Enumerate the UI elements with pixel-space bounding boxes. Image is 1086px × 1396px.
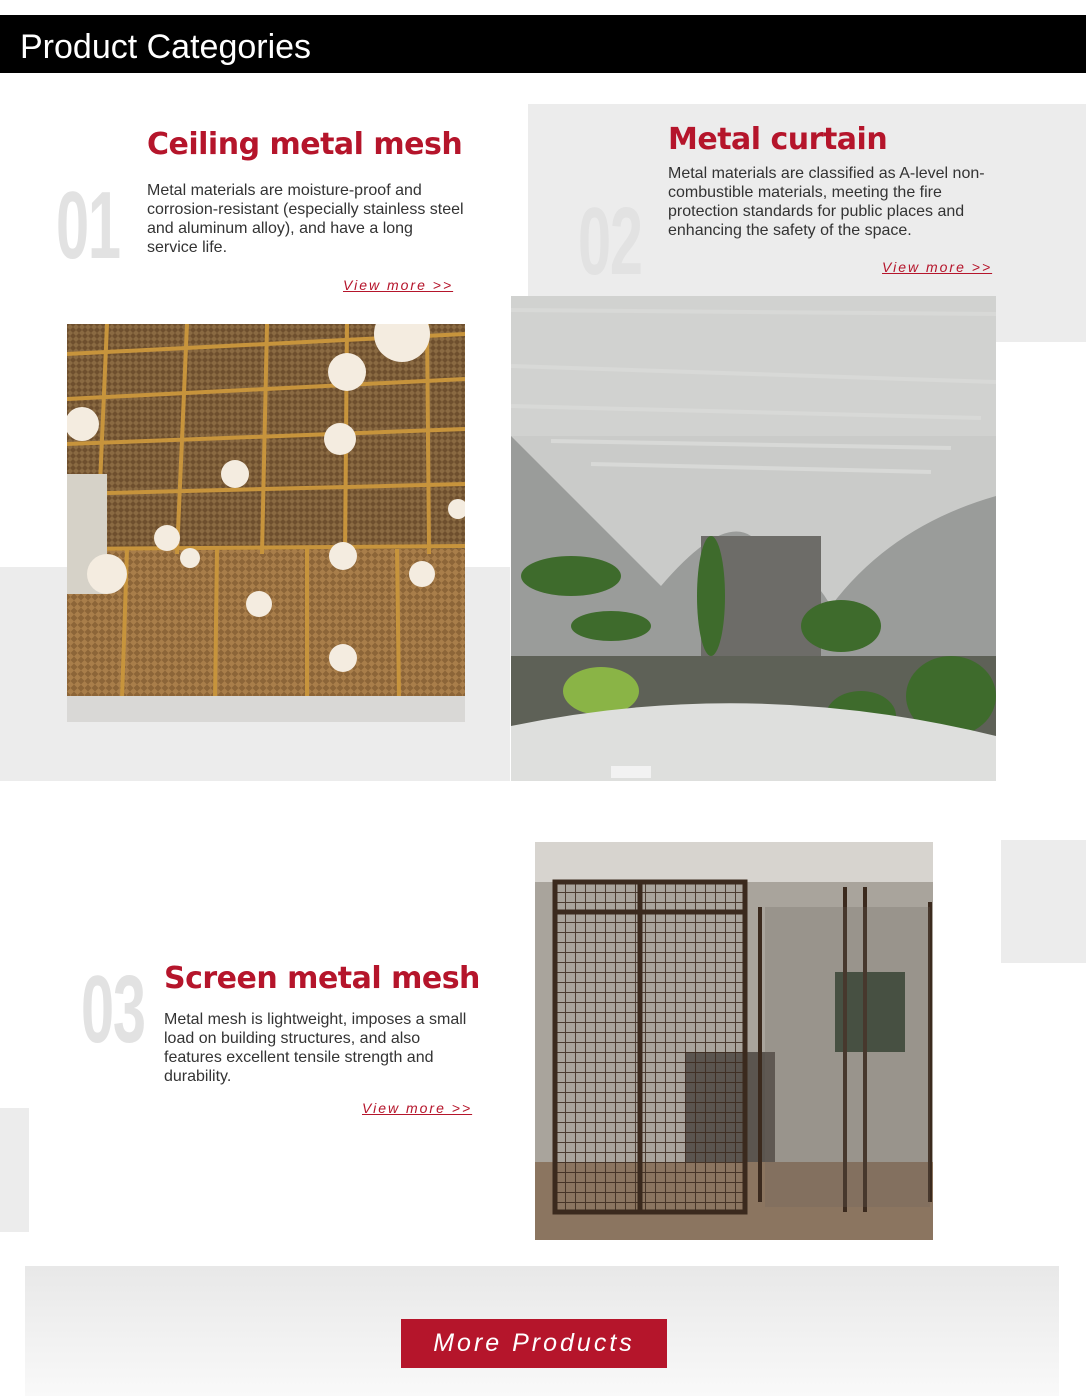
screen-mesh-photo <box>535 842 933 1240</box>
grey-panel-right <box>1001 840 1086 963</box>
category-number-01: 01 <box>56 172 120 279</box>
category-title-curtain: Metal curtain <box>668 122 888 157</box>
ceiling-mesh-photo <box>67 324 465 722</box>
category-description-screen: Metal mesh is lightweight, imposes a small load on building structures, and also features excellent tensile strength and durability. <box>164 1011 467 1085</box>
more-products-button[interactable]: More Products <box>401 1319 667 1368</box>
view-more-link-curtain[interactable]: View more >> <box>882 259 993 275</box>
category-description-curtain: Metal materials are classified as A-level non-combustible materials, meeting the fire protection standards for public places and enhancing the safety of the space. <box>668 165 985 239</box>
grey-panel-left <box>0 1108 29 1232</box>
view-more-link-screen[interactable]: View more >> <box>362 1100 473 1116</box>
category-description-ceiling: Metal materials are moisture-proof and corrosion-resistant (especially stainless steel and aluminum alloy), and have a long service life. <box>147 182 464 256</box>
view-more-link-ceiling[interactable]: View more >> <box>343 277 454 293</box>
page-title: Product Categories <box>20 28 312 66</box>
category-title-screen: Screen metal mesh <box>164 961 480 996</box>
category-number-03: 03 <box>81 956 145 1063</box>
category-number-02: 02 <box>578 188 642 295</box>
category-title-ceiling: Ceiling metal mesh <box>147 127 463 162</box>
metal-curtain-photo <box>511 296 996 781</box>
